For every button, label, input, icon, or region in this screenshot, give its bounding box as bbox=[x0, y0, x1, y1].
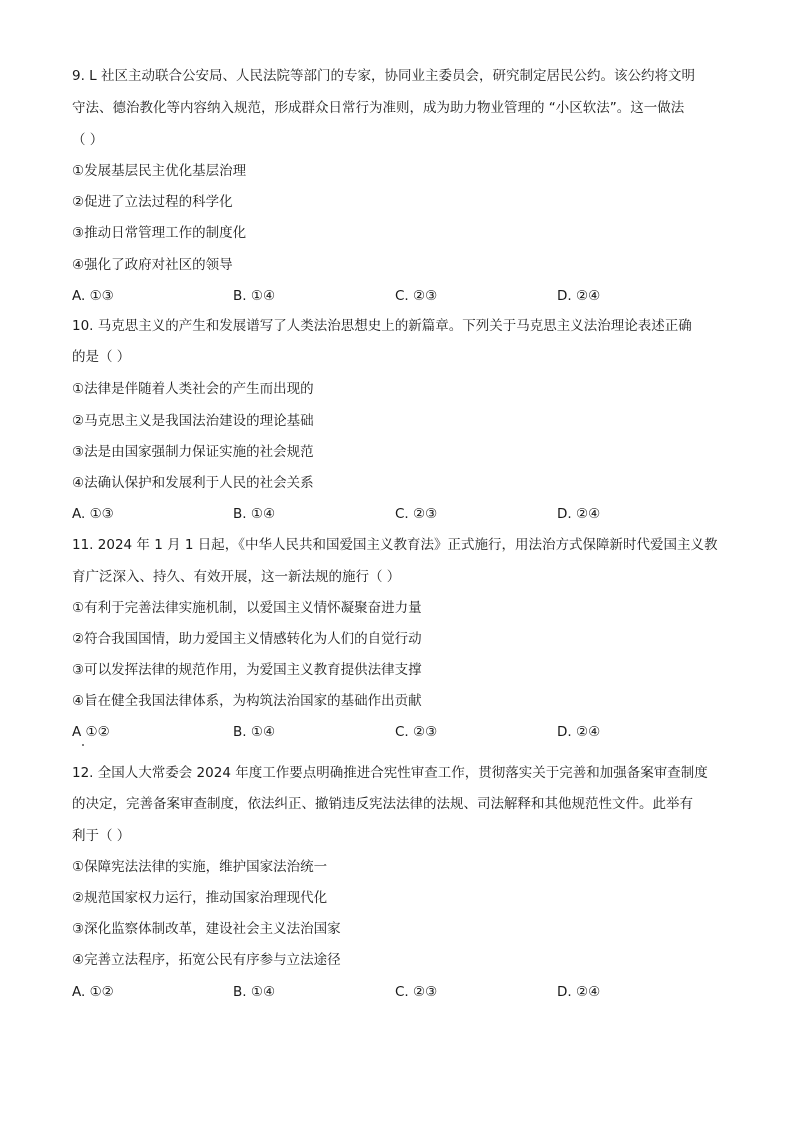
question-stem-line: 育广泛深入、持久、有效开展，这一新法规的施行（ ） bbox=[72, 569, 401, 585]
option-c: C. ②③ bbox=[395, 984, 438, 1000]
statement-item: ②促进了立法过程的科学化 bbox=[72, 194, 233, 210]
statement-item: ③可以发挥法律的规范作用，为爱国主义教育提供法律支撑 bbox=[72, 662, 422, 678]
scan-dot bbox=[82, 744, 84, 746]
statement-item: ①法律是伴随着人类社会的产生而出现的 bbox=[72, 381, 314, 397]
statement-item: ①保障宪法法律的实施，维护国家法治统一 bbox=[72, 859, 328, 875]
statement-item: ②马克思主义是我国法治建设的理论基础 bbox=[72, 413, 314, 429]
statement-item: ③法是由国家强制力保证实施的社会规范 bbox=[72, 444, 314, 460]
option-d: D. ②④ bbox=[557, 288, 601, 304]
statement-item: ④旨在健全我国法律体系，为构筑法治国家的基础作出贡献 bbox=[72, 693, 422, 709]
option-b: B. ①④ bbox=[233, 984, 276, 1000]
option-a: A. ①② bbox=[72, 984, 114, 1000]
statement-item: ②规范国家权力运行，推动国家治理现代化 bbox=[72, 890, 328, 906]
statement-item: ③推动日常管理工作的制度化 bbox=[72, 225, 247, 241]
option-a: A ①② bbox=[72, 724, 110, 740]
statement-item: ①发展基层民主优化基层治理 bbox=[72, 163, 247, 179]
option-c: C. ②③ bbox=[395, 288, 438, 304]
question-stem-line: 守法、德治教化等内容纳入规范，形成群众日常行为准则，成为助力物业管理的 “小区软法”。这一做法 bbox=[72, 100, 685, 116]
statement-item: ④法确认保护和发展利于人民的社会关系 bbox=[72, 475, 314, 491]
question-stem-line: 的决定，完善备案审查制度，依法纠正、撤销违反宪法法律的法规、司法解释和其他规范性文件。此举有 bbox=[72, 796, 693, 812]
option-c: C. ②③ bbox=[395, 724, 438, 740]
option-c: C. ②③ bbox=[395, 506, 438, 522]
question-stem-line: 9. L 社区主动联合公安局、人民法院等部门的专家，协同业主委员会，研究制定居民公约。该公约将文明 bbox=[72, 68, 695, 84]
statement-item: ④完善立法程序，拓宽公民有序参与立法途径 bbox=[72, 952, 341, 968]
statement-item: ①有利于完善法律实施机制，以爱国主义情怀凝聚奋进力量 bbox=[72, 600, 422, 616]
option-a: A. ①③ bbox=[72, 288, 114, 304]
option-b: B. ①④ bbox=[233, 724, 276, 740]
question-stem-line: 10. 马克思主义的产生和发展谱写了人类法治思想史上的新篇章。下列关于马克思主义法治理论表述正确 bbox=[72, 318, 692, 334]
answer-blank: （ ） bbox=[72, 132, 104, 148]
option-d: D. ②④ bbox=[557, 984, 601, 1000]
question-stem-line: 11. 2024 年 1 月 1 日起，《中华人民共和国爱国主义教育法》正式施行，用法治方式保障新时代爱国主义教 bbox=[72, 537, 718, 553]
option-a: A. ①③ bbox=[72, 506, 114, 522]
statement-item: ③深化监察体制改革，建设社会主义法治国家 bbox=[72, 921, 341, 937]
answer-blank: 利于（ ） bbox=[72, 828, 131, 844]
option-d: D. ②④ bbox=[557, 724, 601, 740]
question-stem-line: 12. 全国人大常委会 2024 年度工作要点明确推进合宪性审查工作，贯彻落实关于完善和加强备案审查制度 bbox=[72, 765, 708, 781]
option-b: B. ①④ bbox=[233, 506, 276, 522]
question-stem-line: 的是（ ） bbox=[72, 349, 131, 365]
option-d: D. ②④ bbox=[557, 506, 601, 522]
statement-item: ②符合我国国情，助力爱国主义情感转化为人们的自觉行动 bbox=[72, 631, 422, 647]
statement-item: ④强化了政府对社区的领导 bbox=[72, 257, 233, 273]
option-b: B. ①④ bbox=[233, 288, 276, 304]
